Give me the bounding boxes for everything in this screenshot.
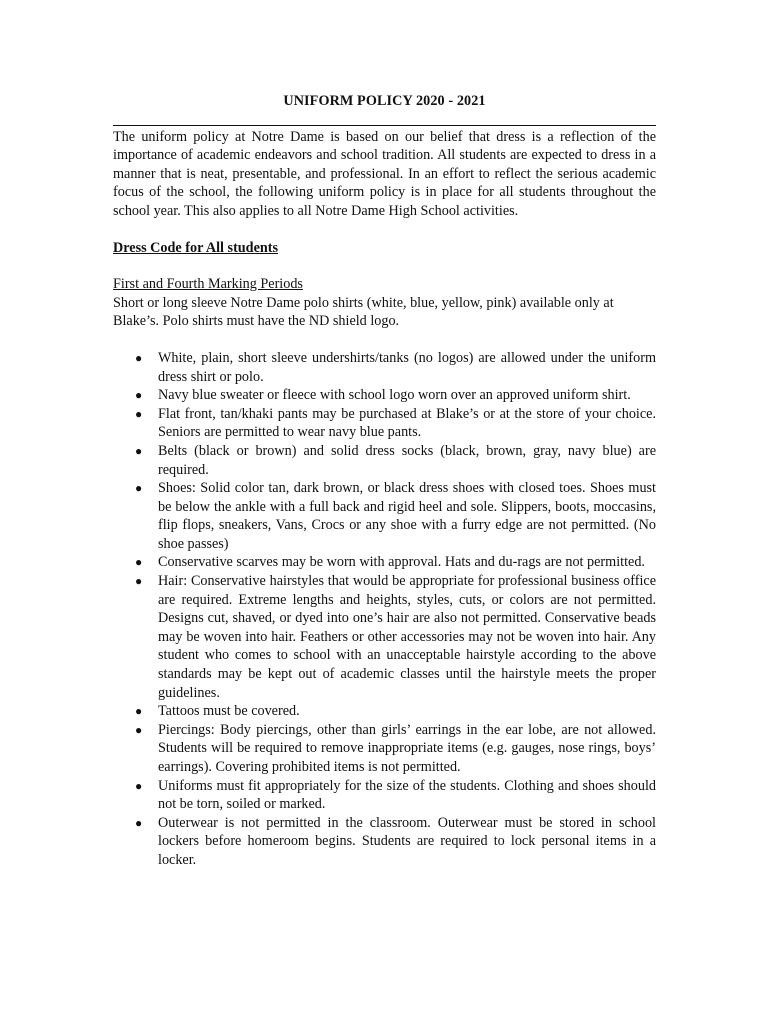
bullet-icon: ● xyxy=(135,555,143,570)
list-item-text: Outerwear is not permitted in the classroom. Outerwear must be stored in school lockers before homeroom begins. Students are required to lock personal items in a locker. xyxy=(158,814,656,868)
uniform-rules-list xyxy=(113,349,656,870)
bullet-icon: ● xyxy=(135,388,143,403)
list-item xyxy=(113,349,656,386)
list-item-text: Belts (black or brown) and solid dress socks (black, brown, gray, navy blue) are required. xyxy=(158,442,656,478)
bullet-icon: ● xyxy=(135,481,143,496)
list-item xyxy=(113,405,656,442)
list-item xyxy=(113,777,656,814)
list-item-text: Uniforms must fit appropriately for the size of the students. Clothing and shoes should not be torn, soiled or marked. xyxy=(158,777,656,813)
list-item xyxy=(113,479,656,553)
bullet-icon: ● xyxy=(135,443,143,458)
list-item-text: Piercings: Body piercings, other than girls’ earrings in the ear lobe, are not allowed. Students will be required to remove inappropriate items (e.g. gauges, nose rings, boys’ earrings). Covering prohibited items is not permitted. xyxy=(158,721,656,775)
intro-paragraph: The uniform policy at Notre Dame is based on our belief that dress is a reflection of the importance of academic endeavors and school tradition. All students are expected to dress in a manner that is neat, presentable, and professional. In an effort to reflect the serious academic focus of the school, the following uniform policy is in place for all students throughout the school year. This also applies to all Notre Dame High School activities. xyxy=(113,128,656,219)
bullet-icon: ● xyxy=(135,722,143,737)
list-item xyxy=(113,442,656,479)
list-item-text: Hair: Conservative hairstyles that would be appropriate for professional business office are required. Extreme lengths and heights, styles, cuts, or colors are not permitted. Designs cut, shaved, or dyed into one’s hair are also not permitted. Conservative beads may be woven into hair. Feathers or other accessories may not be woven into hair. Any student who comes to school with an unacceptable hairstyle according to the above standards may be kept out of academic classes until the hairstyle meets the proper guidelines. xyxy=(158,573,656,701)
marking-period-subheading: First and Fourth Marking Periods xyxy=(113,276,303,293)
list-item-text: Navy blue sweater or fleece with school logo worn over an approved uniform shirt. xyxy=(158,387,631,404)
bullet-icon: ● xyxy=(135,406,143,421)
bullet-icon: ● xyxy=(135,350,143,365)
list-item xyxy=(113,553,656,572)
polo-shirt-paragraph: Short or long sleeve Notre Dame polo shirts (white, blue, yellow, pink) available only at Blake’s. Polo shirts must have the ND shield logo. xyxy=(113,294,614,330)
bullet-icon: ● xyxy=(135,778,143,793)
list-item-text: Shoes: Solid color tan, dark brown, or black dress shoes with closed toes. Shoes must be below the ankle with a full back and rigid heel and sole. Slippers, boots, moccasins, flip flops, sneakers, Vans, Crocs or any shoe with a furry edge are not permitted. (No shoe passes) xyxy=(158,480,656,552)
section-heading: Dress Code for All students xyxy=(113,239,279,256)
bullet-icon: ● xyxy=(135,815,143,830)
list-item xyxy=(113,721,656,777)
list-item xyxy=(113,702,656,721)
list-item xyxy=(113,386,656,405)
list-item-text: Tattoos must be covered. xyxy=(158,703,300,720)
policy-document xyxy=(113,92,656,870)
title-divider xyxy=(113,125,656,126)
bullet-icon: ● xyxy=(135,704,143,719)
list-item xyxy=(113,814,656,870)
list-item xyxy=(113,572,656,702)
list-item-text: White, plain, short sleeve undershirts/tanks (no logos) are allowed under the uniform dress shirt or polo. xyxy=(158,349,656,385)
document-title: UNIFORM POLICY 2020 - 2021 xyxy=(283,93,486,109)
bullet-icon: ● xyxy=(135,574,143,589)
list-item-text: Conservative scarves may be worn with approval. Hats and du-rags are not permitted. xyxy=(158,554,645,571)
list-item-text: Flat front, tan/khaki pants may be purchased at Blake’s or at the store of your choice. Seniors are permitted to wear navy blue pants. xyxy=(158,405,656,441)
